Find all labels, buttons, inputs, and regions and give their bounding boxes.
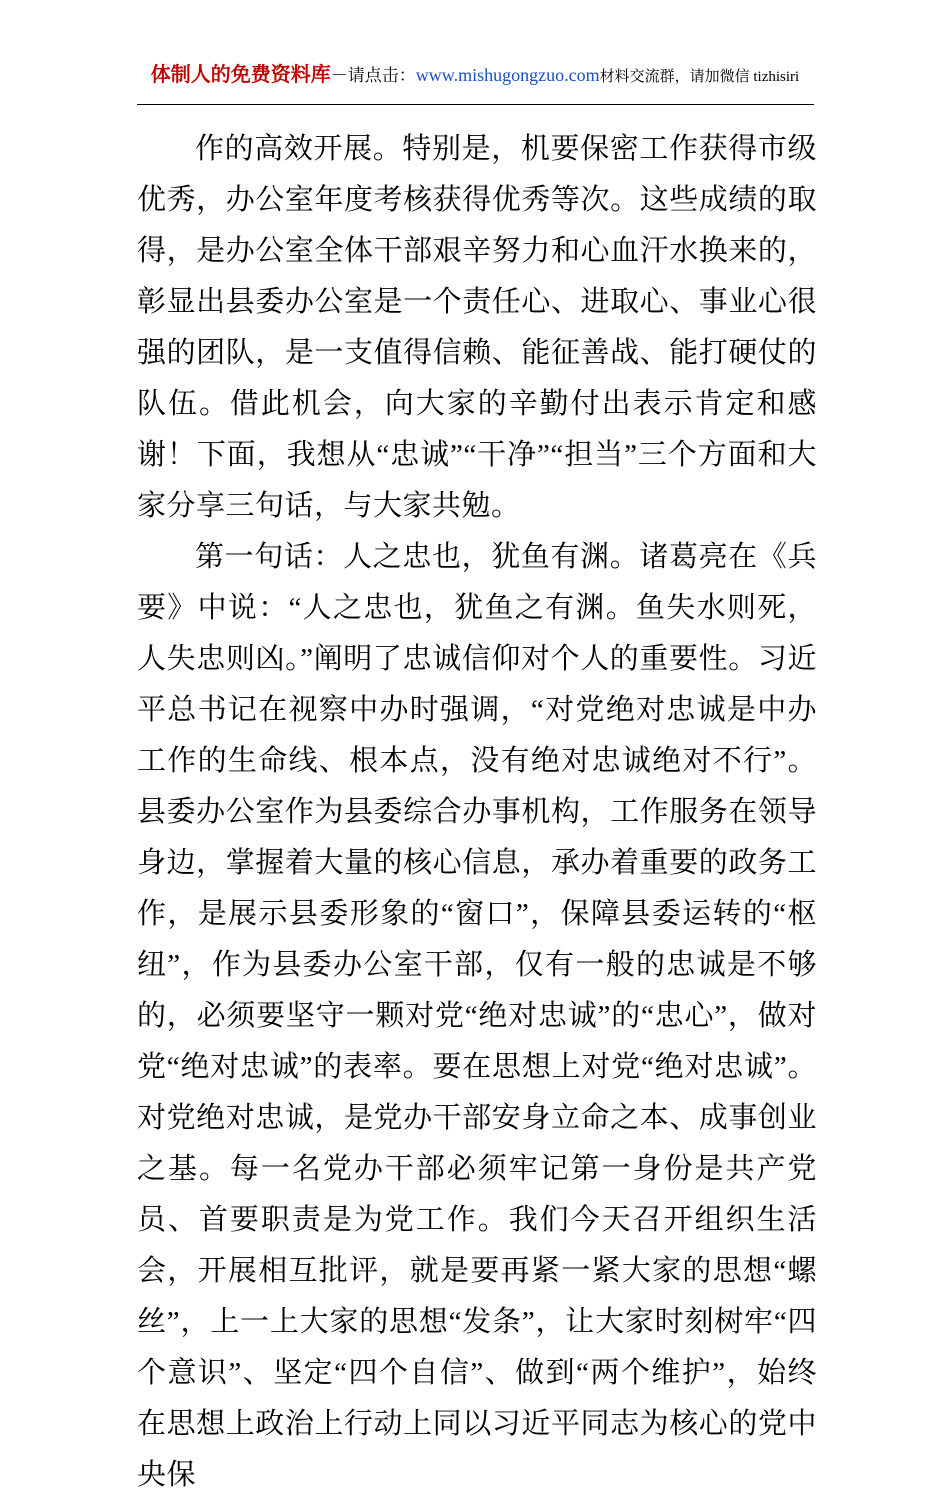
header-tail-text: 材料交流群， bbox=[599, 68, 690, 85]
header-divider bbox=[137, 104, 814, 105]
website-link[interactable]: www.mishugongzuo.com bbox=[415, 65, 600, 85]
brand-label: 体制人的免费资料库 bbox=[150, 64, 331, 86]
site-promo-header bbox=[0, 62, 950, 88]
header-dash: －请点击： bbox=[330, 66, 416, 85]
paragraph-1: 作的高效开展。特别是，机要保密工作获得市级优秀，办公室年度考核获得优秀等次。这些成绩的取得，是办公室全体干部艰辛努力和心血汗水换来的，彰显出县委办公室是一个责任心、进取心、事业心很强的团队，是一支值得信赖、能征善战、能打硬仗的队伍。借此机会，向大家的辛勤付出表示肯定和感谢！下面，我想从“忠诚”“干净”“担当”三个方面和大家分享三句话，与大家共勉。 bbox=[137, 133, 817, 522]
paragraph-2: 第一句话：人之忠也，犹鱼有渊。诸葛亮在《兵要》中说：“人之忠也，犹鱼之有渊。鱼失水则死，人失忠则凶。”阐明了忠诚信仰对个人的重要性。习近平总书记在视察中办时强调，“对党绝对忠诚是中办工作的生命线、根本点，没有绝对忠诚绝对不行”。县委办公室作为县委综合办事机构，工作服务在领导身边，掌握着大量的核心信息，承办着重要的政务工作，是展示县委形象的“窗口”，保障县委运转的“枢纽”，作为县委办公室干部，仅有一般的忠诚是不够的，必须要坚守一颗对党“绝对忠诚”的“忠心”，做对党“绝对忠诚”的表率。要在思想上对党“绝对忠诚”。对党绝对忠诚，是党办干部安身立命之本、成事创业之基。每一名党办干部必须牢记第一身份是共产党员、首要职责是为党工作。我们今天召开组织生活会，开展相互批评，就是要再紧一紧大家的思想“螺丝”，上一上大家的思想“发条”，让大家时刻树牢“四个意识”、坚定“四个自信”、做到“两个维护”，始终在思想上政治上行动上同以习近平同志为核心的党中央保 bbox=[137, 541, 817, 1491]
wechat-contact: 请加微信 tizhisiri bbox=[689, 69, 800, 85]
document-body bbox=[137, 124, 817, 1501]
